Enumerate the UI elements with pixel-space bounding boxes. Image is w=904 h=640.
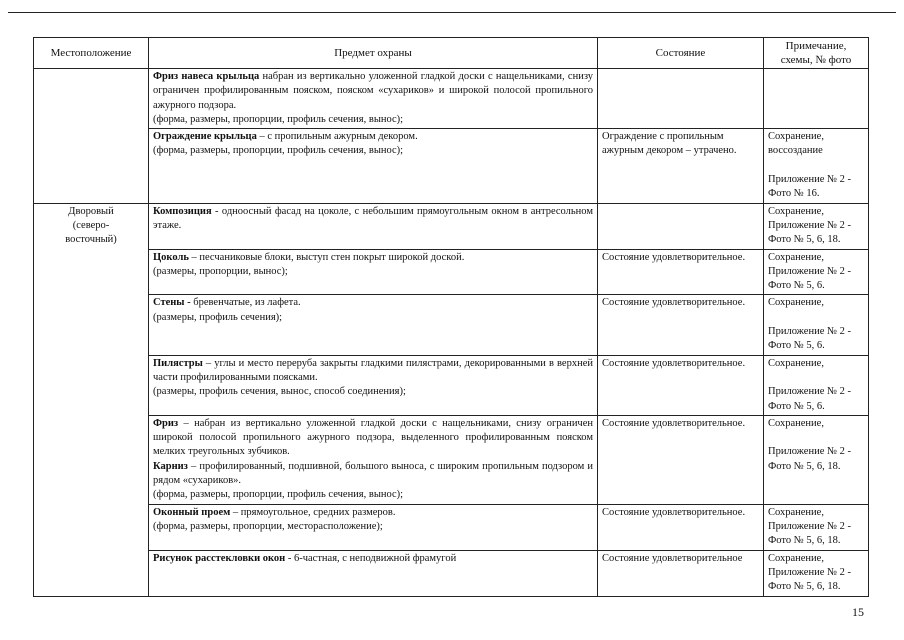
subject-extra: (размеры, профиль сечения);: [153, 311, 283, 323]
note-cell: [764, 203, 869, 249]
state-cell: Состояние удовлетворительное: [598, 550, 764, 596]
header-note-line1: Примечание,: [785, 40, 847, 52]
table-row: [34, 203, 869, 249]
subject-cell: [149, 504, 598, 550]
subject-cell: [149, 249, 598, 295]
note-text: Сохранение,: [768, 357, 824, 369]
subject-cell: [149, 69, 598, 129]
header-state: Состояние: [598, 38, 764, 69]
table-row: [34, 504, 869, 550]
subject-text: бревенчатые, из лафета.: [190, 297, 301, 309]
note-reference: Приложение № 2 - Фото № 5, 6.: [768, 326, 851, 352]
state-cell: Состояние удовлетворительное.: [598, 249, 764, 295]
subject-cell: [149, 129, 598, 203]
note-text: Сохранение, Приложение № 2 - Фото № 5, 6, 18.: [768, 205, 851, 246]
note-text: Сохранение,: [768, 417, 824, 429]
subject-cell: [149, 203, 598, 249]
note-cell: [764, 249, 869, 295]
subject-cell: [149, 355, 598, 415]
state-cell: [598, 203, 764, 249]
state-cell: Состояние удовлетворительное.: [598, 355, 764, 415]
subject-title: Ограждение крыльца: [153, 131, 257, 143]
state-cell: Состояние удовлетворительное.: [598, 415, 764, 504]
note-cell: [764, 504, 869, 550]
note-text: Сохранение, Приложение № 2 - Фото № 5, 6, 18.: [768, 506, 851, 547]
table-header-row: [34, 38, 869, 69]
subject-text-cornice: – профилированный, подшивной, большого выноса, с широким пропильным подзором и рядом «сухариков».: [153, 460, 593, 487]
note-text: Сохранение, Приложение № 2 - Фото № 5, 6.: [768, 251, 851, 292]
subject-title: Цоколь: [153, 251, 189, 263]
subject-title-cornice: Карниз: [153, 460, 188, 472]
note-text: Сохранение, воссоздание: [768, 131, 824, 157]
state-cell: Состояние удовлетворительное.: [598, 504, 764, 550]
subject-extra: (форма, размеры, пропорции, месторасположение);: [153, 521, 383, 533]
header-location: Местоположение: [34, 38, 149, 69]
subject-title: Пилястры: [153, 357, 203, 369]
top-rule: [8, 12, 896, 13]
subject-text: - одноосный фасад на цоколе, с небольшим прямоугольным окном в антресольном этаже.: [153, 205, 593, 231]
subject-text: – песчаниковые блоки, выступ стен покрыт широкой доской.: [188, 251, 465, 263]
table-row: [34, 129, 869, 203]
subject-text: – набран из вертикально уложенной гладкой доски с нащельниками, снизу ограничен широкой полосой пропильного ажурного подзора, выделенного профилированным пояском мелких треугольных зубчиков.: [153, 417, 593, 458]
subject-extra: (размеры, профиль сечения, вынос, способ соединения);: [153, 386, 406, 398]
table-row: [34, 550, 869, 596]
subject-title: Фриз навеса крыльца: [153, 71, 260, 82]
subject-title: Композиция: [153, 205, 212, 217]
note-cell: [764, 550, 869, 596]
location-line: восточный): [65, 234, 117, 246]
header-subject: Предмет охраны: [149, 38, 598, 69]
header-note-line2: схемы, № фото: [780, 54, 852, 66]
note-cell: [764, 129, 869, 203]
heritage-protection-table: [33, 37, 869, 597]
subject-text: – прямоугольное, средних размеров.: [230, 506, 396, 518]
note-cell: [764, 355, 869, 415]
location-line: Дворовый: [68, 205, 114, 217]
note-text: Сохранение, Приложение № 2 - Фото № 5, 6, 18.: [768, 552, 851, 593]
subject-cell: [149, 415, 598, 504]
table-row: [34, 249, 869, 295]
subject-title: Стены -: [153, 297, 191, 309]
note-reference: Приложение № 2 - Фото № 5, 6, 18.: [768, 446, 851, 472]
subject-title: Оконный проем: [153, 506, 231, 518]
subject-text: – с пропильным ажурным декором.: [256, 131, 418, 143]
subject-extra: (размеры, пропорции, вынос);: [153, 265, 288, 277]
note-text: Сохранение,: [768, 297, 824, 309]
table-row: [34, 69, 869, 129]
subject-cell: [149, 550, 598, 596]
note-reference: Приложение № 2 - Фото № 16.: [768, 174, 851, 200]
subject-title: Фриз: [153, 417, 179, 429]
table-row: [34, 415, 869, 504]
header-note: [764, 38, 869, 69]
subject-cell: [149, 295, 598, 355]
note-cell: [764, 69, 869, 129]
note-cell: [764, 415, 869, 504]
table-row: [34, 295, 869, 355]
note-cell: [764, 295, 869, 355]
subject-text: - 6-частная, с неподвижной фрамугой: [285, 552, 457, 564]
subject-title: Рисунок расстекловки окон: [153, 552, 286, 564]
location-cell-courtyard: [34, 203, 149, 596]
subject-extra: (форма, размеры, пропорции, профиль сечения, вынос);: [153, 145, 404, 157]
state-cell: [598, 69, 764, 129]
note-reference: Приложение № 2 - Фото № 5, 6.: [768, 386, 851, 412]
subject-extra: (форма, размеры, пропорции, профиль сечения, вынос);: [153, 489, 404, 501]
subject-text: – углы и место переруба закрыты гладкими пилястрами, декорированными в верхней части профилированными поясками.: [153, 357, 593, 383]
location-cell: [34, 69, 149, 204]
state-cell: Ограждение с пропильным ажурным декором – утрачено.: [598, 129, 764, 203]
subject-extra: (форма, размеры, пропорции, профиль сечения, вынос);: [153, 113, 404, 125]
table-row: [34, 355, 869, 415]
state-cell: Состояние удовлетворительное.: [598, 295, 764, 355]
subject-text: набран из вертикально уложенной гладкой доски с нащельниками, снизу ограничен профилированным пояском, пояском «сухариков» и широкой полосой пропильного ажурного подзора.: [153, 71, 593, 111]
location-line: (северо-: [72, 219, 110, 231]
page-number: 15: [852, 605, 864, 619]
